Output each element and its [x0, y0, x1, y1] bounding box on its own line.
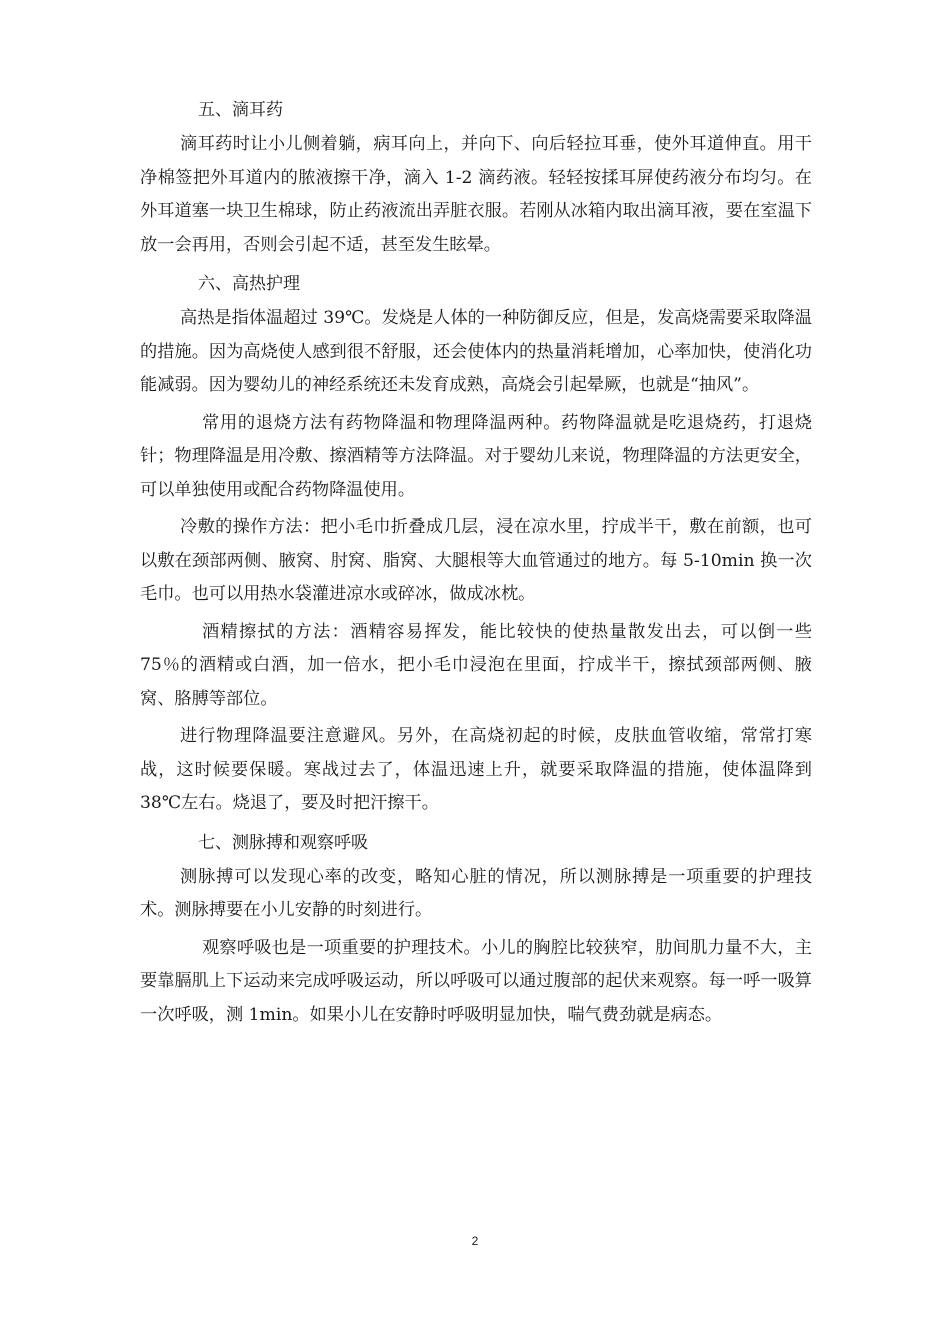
paragraph: 滴耳药时让小儿侧着躺，病耳向上，并向下、向后轻拉耳垂，使外耳道伸直。用干净棉签把外耳道内的脓液擦干净，滴入 1-2 滴药液。轻轻按揉耳屏使药液分布均匀。在外耳道塞一块卫生棉球，防止药液流出弄脏衣服。若刚从冰箱内取出滴耳液，要在室温下放一会再用，否则会引起不适，甚至发生眩晕。 [140, 134, 812, 255]
paragraph: 观察呼吸也是一项重要的护理技术。小儿的胸腔比较狭窄，肋间肌力量不大，主要靠膈肌上下运动来完成呼吸运动，所以呼吸可以通过腹部的起伏来观察。每一呼一吸算一次呼吸，测 1min。如果小儿在安静时呼吸明显加快，喘气费劲就是病态。 [140, 937, 812, 1025]
paragraph: 进行物理降温要注意避风。另外，在高烧初起的时候，皮肤血管收缩，常常打寒战，这时候要保暖。寒战过去了，体温迅速上升，就要采取降温的措施，使体温降到 38℃左右。烧退了，要及时把汗擦干。 [140, 726, 812, 813]
document-body [140, 92, 812, 1036]
paragraph: 测脉搏可以发现心率的改变，略知心脏的情况，所以测脉搏是一项重要的护理技术。测脉搏要在小儿安静的时刻进行。 [140, 866, 812, 920]
section-high-fever-care [140, 266, 812, 821]
paragraph: 常用的退烧方法有药物降温和物理降温两种。药物降温就是吃退烧药，打退烧针；物理降温是用冷敷、擦酒精等方法降温。对于婴幼儿来说，物理降温的方法更安全，可以单独使用或配合药物降温使用。 [140, 412, 812, 500]
section-heading: 五、滴耳药 [198, 100, 283, 120]
section-heading: 七、测脉搏和观察呼吸 [198, 832, 368, 853]
paragraph: 冷敷的操作方法：把小毛巾折叠成几层，浸在凉水里，拧成半干，敷在前额，也可以敷在颈部两侧、腋窝、肘窝、脂窝、大腿根等大血管通过的地方。每 5-10min 换一次毛巾。也可以用热水袋灌进凉水或碎冰，做成冰枕。 [140, 517, 812, 604]
section-heading: 六、高热护理 [198, 274, 300, 294]
section-ear-drops [140, 92, 812, 262]
page-number: 2 [471, 1234, 479, 1248]
paragraph: 高热是指体温超过 39℃。发烧是人体的一种防御反应，但是，发高烧需要采取降温的措施。因为高烧使人感到很不舒服，还会使体内的热量消耗增加，心率加快，使消化功能减弱。因为婴幼儿的神经系统还未发育成熟，高烧会引起晕厥，也就是“抽风”。 [140, 308, 812, 395]
paragraph: 酒精擦拭的方法：酒精容易挥发，能比较快的使热量散发出去，可以倒一些 75％的酒精或白酒，加一倍水，把小毛巾浸泡在里面，拧成半干，擦拭颈部两侧、腋窝、胳膊等部位。 [140, 621, 812, 709]
section-pulse-and-breathing [140, 825, 812, 1033]
